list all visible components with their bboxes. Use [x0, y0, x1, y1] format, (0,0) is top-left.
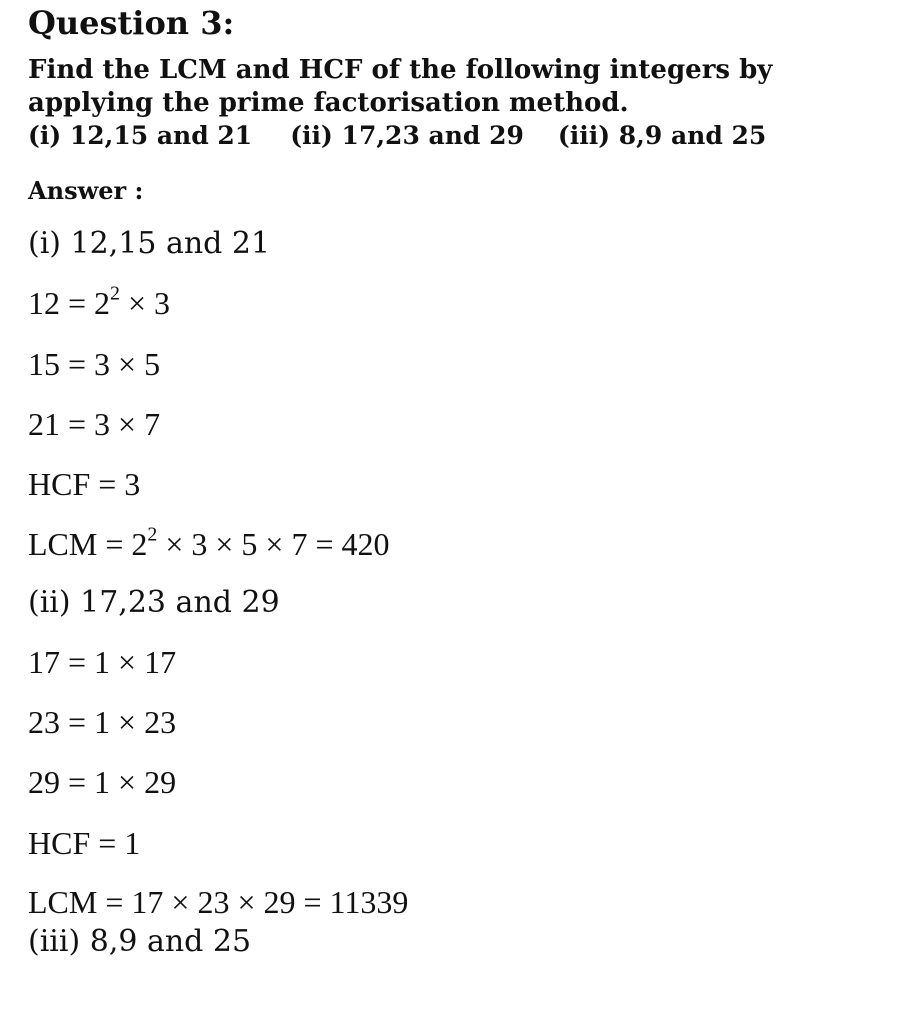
part-i-equation-15: 15 = 3 × 5 — [28, 346, 161, 382]
part-i-hcf: HCF = 3 — [28, 466, 141, 502]
question-parts — [28, 121, 766, 150]
question-text-line-1: Find the LCM and HCF of the following integers by — [28, 55, 773, 85]
part-i-equation-21: 21 = 3 × 7 — [28, 406, 161, 442]
part-ii-equation-17: 17 = 1 × 17 — [28, 644, 177, 680]
question-title: Question 3: — [28, 4, 235, 42]
part-ii-equation-23: 23 = 1 × 23 — [28, 704, 177, 740]
answer-label: Answer : — [28, 176, 144, 205]
part-iii-heading: (iii) 8,9 and 25 — [28, 924, 252, 959]
question-part-i: (i) 12,15 and 21 — [28, 121, 253, 150]
part-ii-lcm: LCM = 17 × 23 × 29 = 11339 — [28, 884, 409, 920]
question-part-iii: (iii) 8,9 and 25 — [557, 121, 767, 150]
part-ii-heading: (ii) 17,23 and 29 — [28, 585, 280, 620]
part-ii-hcf: HCF = 1 — [28, 825, 141, 861]
part-i-lcm: LCM = $2^2 \times 3 \times 5 \times 7 = 420$ — [28, 523, 390, 562]
part-i-heading: (i) 12,15 and 21 — [28, 226, 271, 261]
part-ii-equation-29: 29 = 1 × 29 — [28, 764, 177, 800]
question-part-ii: (ii) 17,23 and 29 — [290, 121, 524, 150]
part-i-equation-12: $12 = 2^2 \times 3$ — [28, 282, 171, 321]
question-text-line-2: applying the prime factorisation method. — [28, 88, 629, 118]
